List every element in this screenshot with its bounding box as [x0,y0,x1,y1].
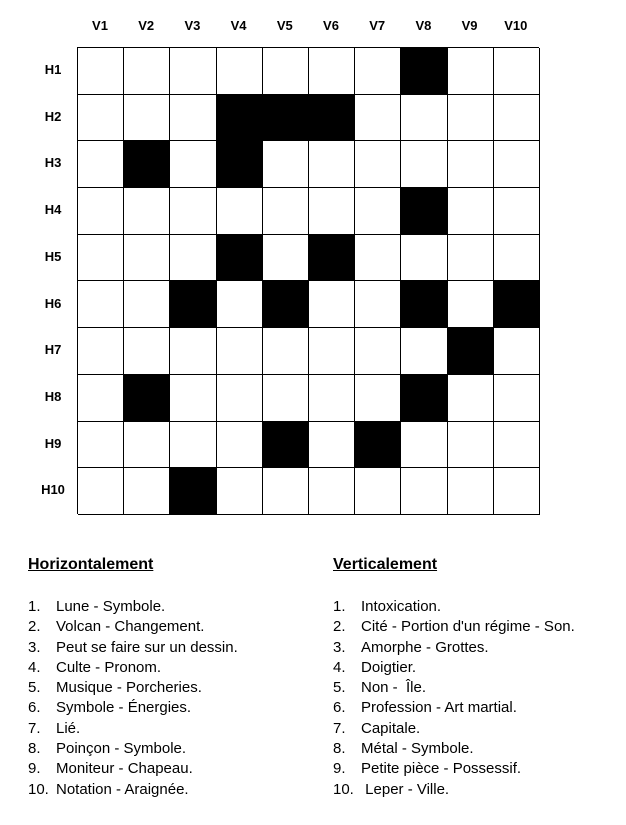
clue-number: 3. [333,638,346,656]
grid-cell-white[interactable] [494,468,540,515]
clue-number: 3. [28,638,41,656]
clue-text: Culte - Pronom. [56,658,162,676]
clue-text: Moniteur - Chapeau. [56,760,193,778]
clue-text: Métal - Symbole. [361,740,474,758]
grid-cell-white[interactable] [494,141,540,188]
row-label: H5 [44,248,62,264]
clue-text: Lié. [56,719,81,737]
column-label: V5 [276,18,293,33]
grid-cell-white[interactable] [494,188,540,235]
clue-text: Capitale. [361,719,421,737]
clue-text: Non - Île. [361,679,427,697]
grid-cell-white[interactable] [78,48,124,95]
grid-cell-white[interactable] [309,468,355,515]
grid-cell-white[interactable] [124,95,170,142]
row-label: H10 [41,482,65,498]
grid-cell-white[interactable] [124,48,170,95]
column-label: V8 [415,18,432,33]
row-label: H7 [44,342,62,358]
vertical-clue [333,617,575,637]
grid-cell-white[interactable] [494,375,540,422]
clue-number: 1. [333,598,346,615]
grid-cell-white[interactable] [124,422,170,469]
row-label: H4 [44,202,62,218]
grid-cell-white[interactable] [355,48,401,95]
grid-cell-black [217,141,263,188]
grid-cell-white[interactable] [494,422,540,469]
grid-cell-black [309,235,355,282]
grid-cell-white[interactable] [494,328,540,375]
column-label: V7 [369,18,386,33]
vertical-clue [333,658,575,678]
grid-cell-white[interactable] [355,141,401,188]
grid-cell-white[interactable] [217,375,263,422]
clue-number: 5. [333,679,346,697]
horizontal-clue [28,719,238,739]
clue-number: 9. [333,760,346,778]
grid-cell-white[interactable] [78,422,124,469]
vertical-clue [333,759,575,779]
horizontal-clue [28,638,238,658]
grid-cell-white[interactable] [78,141,124,188]
grid-cell-white[interactable] [448,188,494,235]
grid-cell-white[interactable] [124,281,170,328]
grid-cell-white[interactable] [263,48,309,95]
clue-number: 1. [28,598,41,615]
grid-cell-black [494,281,540,328]
column-label: V10 [504,18,528,33]
grid-cell-white[interactable] [170,422,216,469]
clue-number: 2. [28,618,41,636]
grid-cell-white[interactable] [170,188,216,235]
row-label: H3 [44,155,62,171]
grid-cell-white[interactable] [355,235,401,282]
vertical-clue [333,698,575,718]
clue-number: 7. [28,719,41,737]
grid-cell-black [401,375,447,422]
grid-cell-white[interactable] [263,375,309,422]
grid-cell-white[interactable] [355,328,401,375]
grid-cell-white[interactable] [170,48,216,95]
grid-cell-white[interactable] [448,141,494,188]
clue-text: Leper - Ville. [361,780,450,798]
grid-cell-white[interactable] [401,468,447,515]
column-label: V2 [138,18,155,33]
column-label: V1 [92,18,108,33]
clue-text: Petite pièce - Possessif. [361,760,522,778]
horizontal-clue-list [28,597,238,800]
grid-cell-white[interactable] [448,95,494,142]
clue-text: Peut se faire sur un dessin. [56,638,238,656]
horizontal-clue [28,780,238,800]
row-label: H8 [44,388,62,404]
grid-cell-white[interactable] [78,375,124,422]
grid-cell-white[interactable] [263,235,309,282]
clue-number: 8. [333,740,346,758]
grid-cell-black [124,375,170,422]
clue-number: 10. [333,780,354,798]
grid-cell-black [170,468,216,515]
grid-cell-white[interactable] [355,95,401,142]
horizontal-clue [28,759,238,779]
grid-cell-white[interactable] [170,235,216,282]
grid-cell-white[interactable] [448,281,494,328]
row-label: H1 [44,62,62,77]
vertical-clue [333,638,575,658]
horizontal-clue [28,698,238,718]
grid-cell-white[interactable] [401,422,447,469]
grid-cell-black [263,95,309,142]
grid-cell-white[interactable] [263,141,309,188]
grid-cell-white[interactable] [309,328,355,375]
grid-cell-black [401,48,447,95]
grid-cell-black [401,281,447,328]
horizontal-heading: Horizontalement [28,556,154,573]
grid-cell-white[interactable] [401,141,447,188]
grid-cell-white[interactable] [494,235,540,282]
clue-text: Lune - Symbole. [56,598,166,615]
column-label: V9 [461,18,478,33]
grid-cell-white[interactable] [217,422,263,469]
vertical-clue [333,739,575,759]
clue-number: 9. [28,760,41,778]
grid-cell-white[interactable] [217,188,263,235]
grid-cell-white[interactable] [448,235,494,282]
grid-cell-black [263,422,309,469]
grid-cell-white[interactable] [124,328,170,375]
vertical-heading: Verticalement [333,556,438,573]
grid-cell-white[interactable] [78,328,124,375]
grid-cell-black [309,95,355,142]
grid-cell-white[interactable] [401,95,447,142]
clue-number: 2. [333,618,346,636]
grid-cell-white[interactable] [124,188,170,235]
grid-cell-white[interactable] [309,48,355,95]
vertical-clue-list [333,597,575,800]
grid-cell-white[interactable] [78,468,124,515]
grid-cell-white[interactable] [170,95,216,142]
clue-number: 5. [28,679,41,697]
grid-cell-white[interactable] [309,422,355,469]
horizontal-clue [28,597,238,617]
horizontal-clue [28,617,238,637]
column-label: V6 [323,18,339,33]
grid-cell-white[interactable] [401,235,447,282]
row-label: H6 [44,295,62,311]
horizontal-clue [28,739,238,759]
clue-number: 6. [28,699,41,717]
grid-cell-white[interactable] [78,281,124,328]
grid-cell-white[interactable] [217,48,263,95]
column-label: V3 [184,18,201,33]
clue-number: 4. [333,658,346,676]
grid-cell-white[interactable] [494,48,540,95]
grid-cell-white[interactable] [78,188,124,235]
clue-text: Cité - Portion d'un régime - Son. [361,618,575,636]
grid-cell-white[interactable] [309,188,355,235]
grid-cell-black [355,422,401,469]
clue-text: Poinçon - Symbole. [56,740,187,758]
grid-cell-black [124,141,170,188]
clue-text: Notation - Araignée. [56,780,189,798]
grid-cell-black [263,281,309,328]
clue-text: Doigtier. [361,658,417,676]
clue-number: 6. [333,699,346,717]
grid-cell-black [170,281,216,328]
row-label: H9 [44,435,62,451]
grid-cell-white[interactable] [494,95,540,142]
grid-cell-white[interactable] [448,468,494,515]
grid-cell-white[interactable] [124,468,170,515]
vertical-clue [333,597,575,617]
clue-text: Profession - Art martial. [361,699,517,717]
grid-cell-white[interactable] [355,188,401,235]
clue-text: Symbole - Énergies. [56,699,192,717]
grid-cell-white[interactable] [170,328,216,375]
grid-cell-white[interactable] [309,375,355,422]
grid-cell-white[interactable] [217,468,263,515]
grid-cell-black [401,188,447,235]
clue-text: Intoxication. [361,598,442,615]
clue-number: 8. [28,740,41,758]
vertical-clue [333,678,575,698]
grid-cell-white[interactable] [355,375,401,422]
grid-cell-white[interactable] [263,188,309,235]
vertical-clue [333,719,575,739]
grid-cell-black [217,95,263,142]
grid-cell-white[interactable] [78,235,124,282]
grid-cell-white[interactable] [355,468,401,515]
grid-cell-white[interactable] [217,328,263,375]
horizontal-clue [28,658,238,678]
grid-cell-white[interactable] [263,328,309,375]
grid-cell-white[interactable] [448,48,494,95]
crossword-grid [77,47,539,514]
grid-cell-white[interactable] [170,141,216,188]
grid-cell-white[interactable] [263,468,309,515]
grid-cell-white[interactable] [124,235,170,282]
grid-cell-white[interactable] [401,328,447,375]
grid-cell-white[interactable] [448,375,494,422]
grid-cell-white[interactable] [309,281,355,328]
clue-number: 7. [333,719,346,737]
row-label: H2 [44,108,62,124]
grid-cell-white[interactable] [217,281,263,328]
grid-cell-black [217,235,263,282]
column-label: V4 [230,18,247,33]
clue-text: Amorphe - Grottes. [361,638,489,656]
grid-cell-white[interactable] [170,375,216,422]
clue-text: Musique - Porcheries. [56,679,202,697]
grid-cell-white[interactable] [309,141,355,188]
clue-number: 4. [28,658,41,676]
grid-cell-white[interactable] [355,281,401,328]
grid-cell-white[interactable] [448,422,494,469]
grid-cell-white[interactable] [78,95,124,142]
clue-number: 10. [28,780,49,798]
horizontal-clue [28,678,238,698]
vertical-clue [333,780,575,800]
grid-cell-black [448,328,494,375]
clue-text: Volcan - Changement. [56,618,205,636]
